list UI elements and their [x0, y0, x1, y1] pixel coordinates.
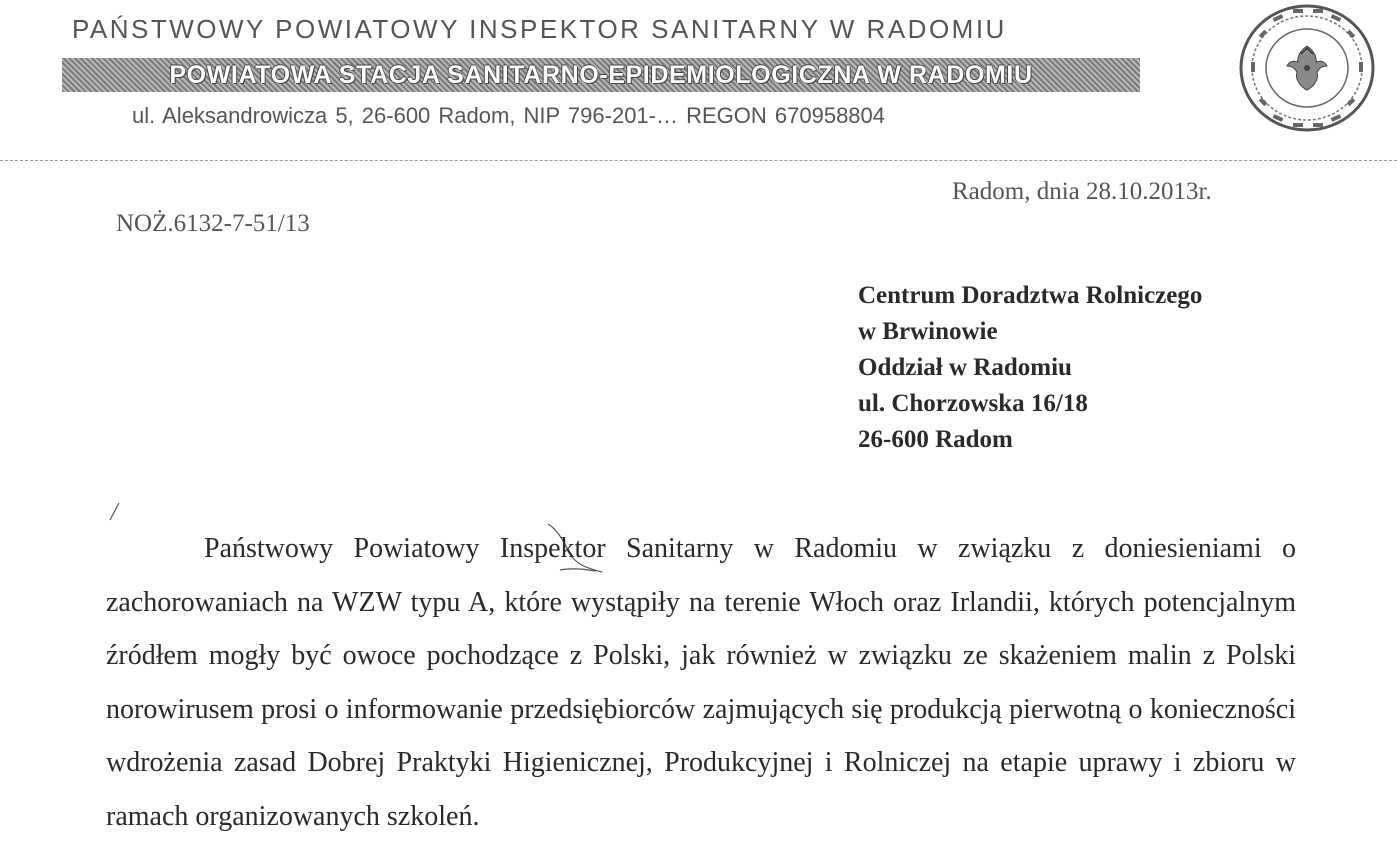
recipient-line: 26-600 Radom	[858, 426, 1013, 453]
station-name: POWIATOWA STACJA SANITARNO-EPIDEMIOLOGICZNA W RADOMIU	[169, 60, 1033, 89]
letterhead-address: ul. Aleksandrowicza 5, 26-600 Radom, NIP 796-201-… REGON 670958804	[132, 103, 886, 128]
recipient-line: ul. Chorzowska 16/18	[858, 390, 1088, 417]
emblem-eagle-icon	[1287, 46, 1327, 90]
place-and-date: Radom, dnia 28.10.2013r.	[952, 178, 1212, 205]
station-name-band	[62, 58, 1140, 92]
authority-name: PAŃSTWOWY POWIATOWY INSPEKTOR SANITARNY W RADOMIU	[72, 14, 1007, 44]
recipient-address	[858, 278, 1202, 458]
letter-body-paragraph: Państwowy Powiatowy Inspektor Sanitarny w Radomiu w związku z doniesieniami o zachorowaniach na WZW typu A, które wystąpiły na terenie Włoch oraz Irlandii, których potencjalnym źródłem mogły być owoce pochodzące z Polski, jak również w związku ze skażeniem malin z Polski norowirusem prosi o informowanie przedsiębiorców zajmujących się produkcją pierwotną o konieczności wdrożenia zasad Dobrej Praktyki Higienicznej, Produkcyjnej i Rolniczej na etapie uprawy i zbioru w ramach organizowanych szkoleń.	[106, 533, 1296, 832]
letterhead-divider	[0, 160, 1397, 161]
official-seal	[1237, 2, 1377, 134]
pen-tick-mark	[108, 500, 122, 522]
recipient-line: w Brwinowie	[858, 318, 998, 345]
recipient-line: Oddział w Radomiu	[858, 354, 1072, 381]
reference-number: NOŻ.6132-7-51/13	[116, 210, 310, 237]
recipient-line: Centrum Doradztwa Rolniczego	[858, 282, 1203, 309]
